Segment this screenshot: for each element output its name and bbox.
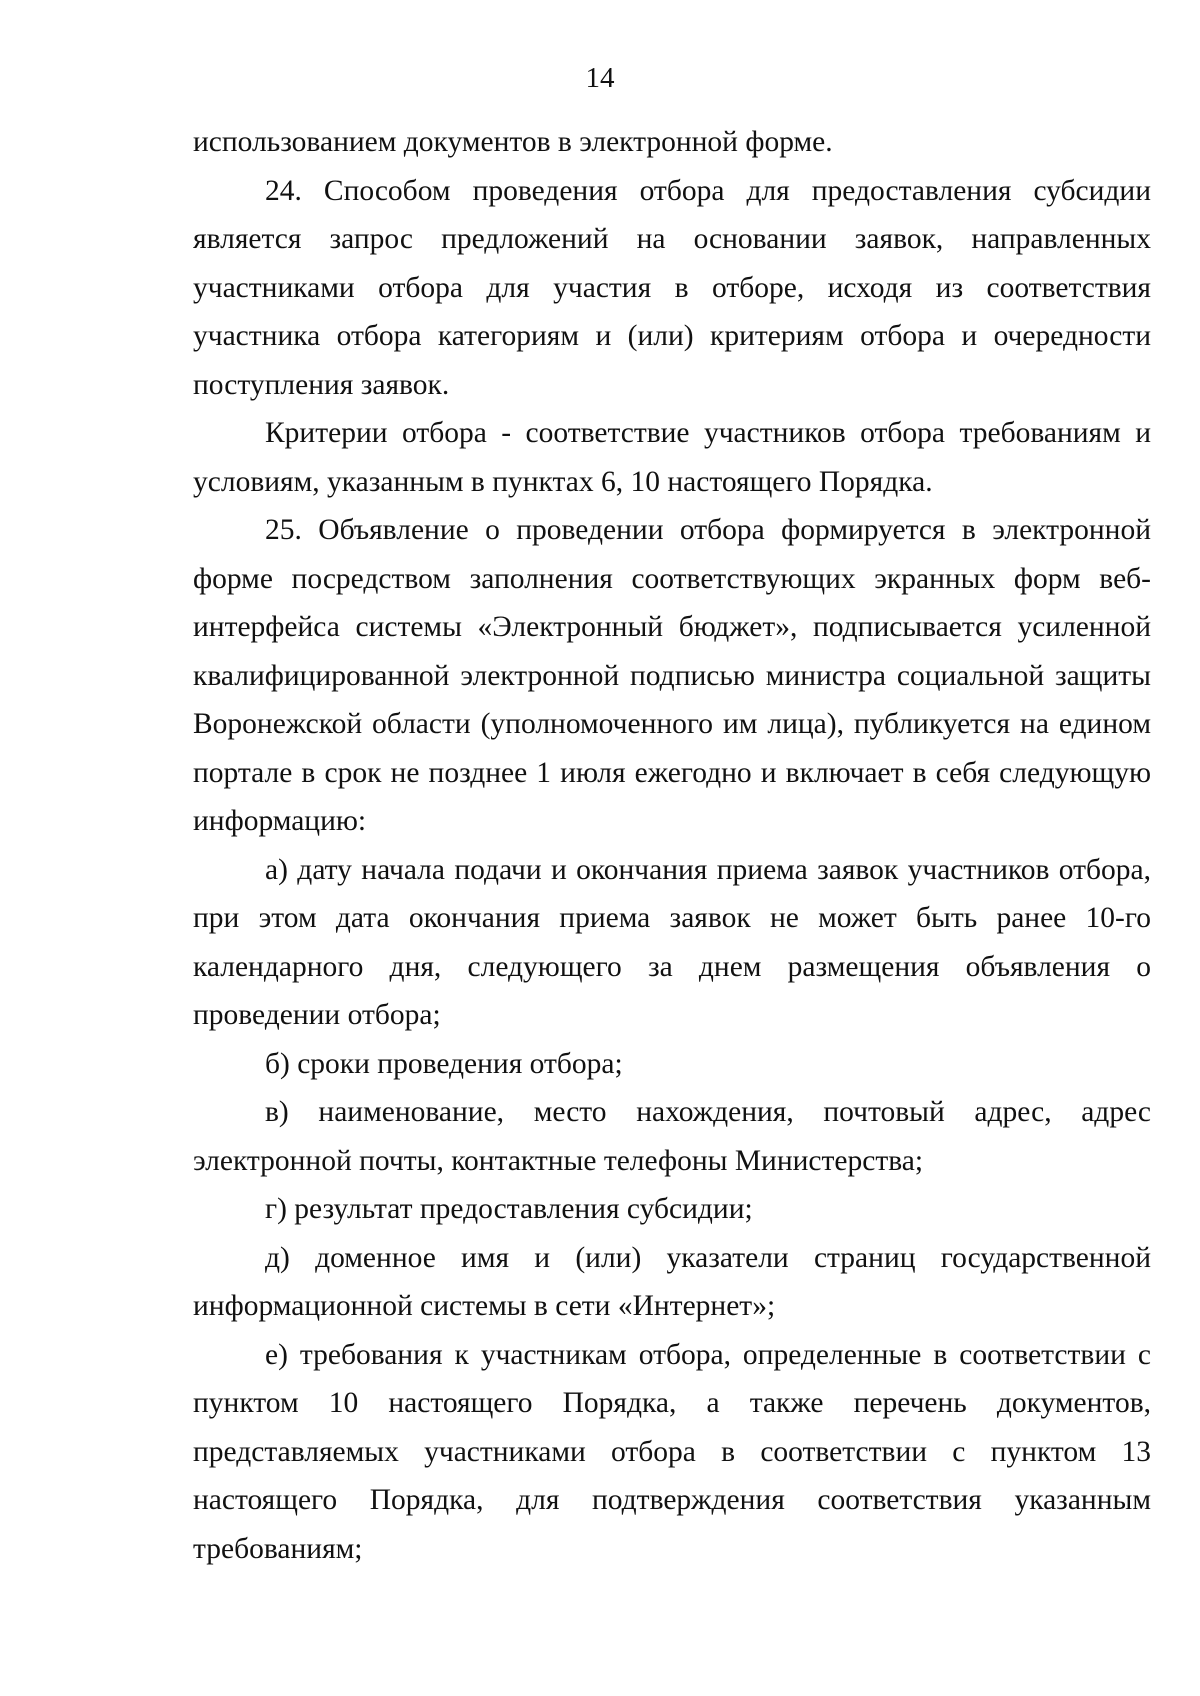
page-number: 14: [585, 62, 615, 94]
subitem-b: б) сроки проведения отбора;: [265, 1047, 623, 1080]
paragraph-selection-criteria: Критерии отбора - соответствие участников отбора требованиям и условиям, указанным в пунктах 6, 10 настоящего Порядка.: [193, 417, 1151, 498]
subitem-a: а) дату начала подачи и окончания приема заявок участников отбора, при этом дата окончания приема заявок не может быть ранее 10-го календарного дня, следующего за днем размещения объявления о проведении отбора;: [193, 853, 1151, 1031]
paragraph-item-24: 24. Способом проведения отбора для предоставления субсидии является запрос предложений на основании заявок, направленных участниками отбора для участия в отборе, исходя из соответствия участника отбора категориям и (или) критериям отбора и очередности поступления заявок.: [193, 174, 1151, 401]
subitem-d: д) доменное имя и (или) указатели страниц государственной информационной системы в сети «Интернет»;: [193, 1241, 1151, 1322]
subitem-v: в) наименование, место нахождения, почтовый адрес, адрес электронной почты, контактные телефоны Министерства;: [193, 1096, 1151, 1177]
paragraph-item-25: 25. Объявление о проведении отбора формируется в электронной форме посредством заполнения соответствующих экранных форм веб-интерфейса системы «Электронный бюджет», подписывается усиленной квалифицированной электронной подписью министра социальной защиты Воронежской области (уполномоченного им лица), публикуется на едином портале в срок не позднее 1 июля ежегодно и включает в себя следующую информацию:: [193, 514, 1151, 837]
subitem-e: е) требования к участникам отбора, определенные в соответствии с пунктом 10 настоящего Порядка, а также перечень документов, представляемых участниками отбора в соответствии с пунктом 13 настоящего Порядка, для подтверждения соответствия указанным требованиям;: [193, 1338, 1151, 1565]
subitem-g: г) результат предоставления субсидии;: [265, 1193, 753, 1225]
document-body: [193, 118, 1151, 1573]
paragraph-continuation: использованием документов в электронной форме.: [193, 126, 833, 158]
